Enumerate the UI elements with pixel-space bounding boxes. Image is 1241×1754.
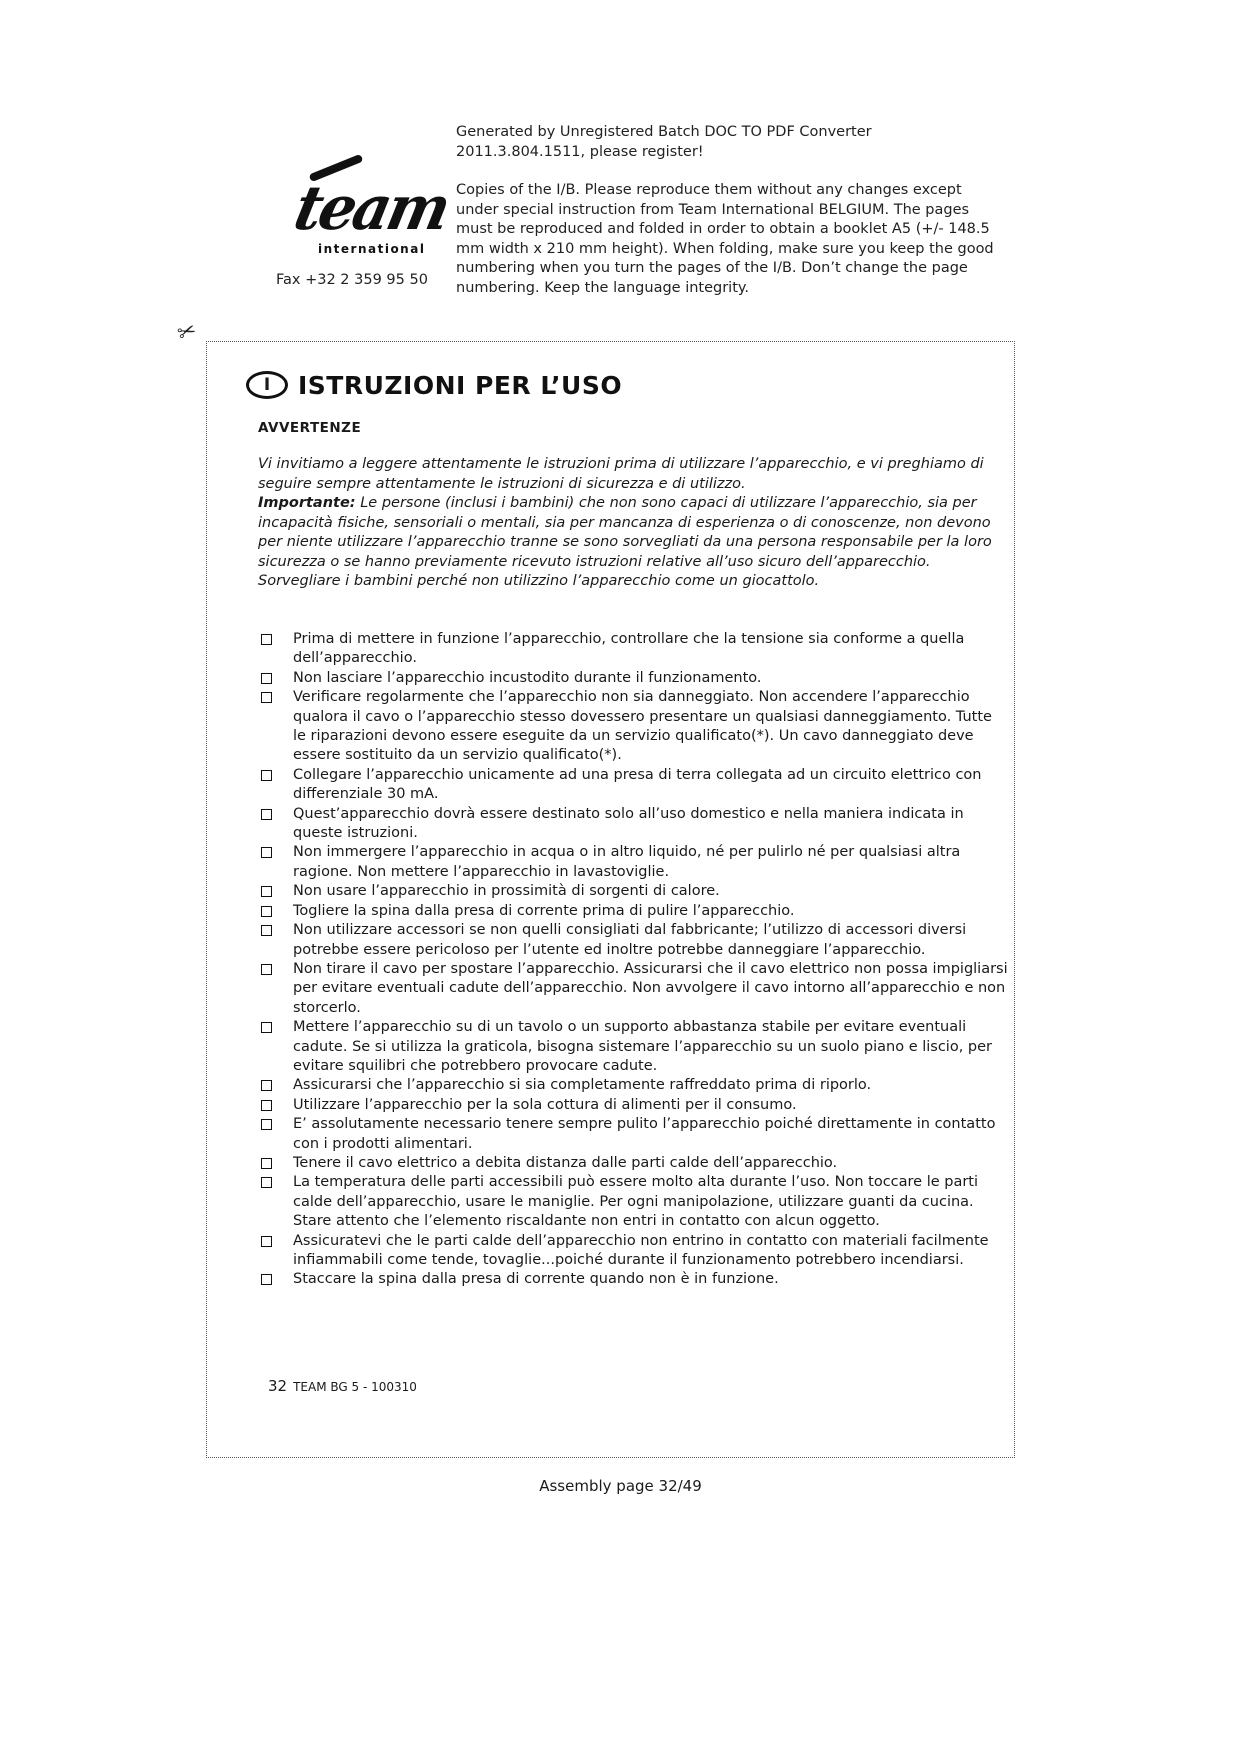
- logo-wordmark: team: [288, 172, 455, 244]
- checkbox-bullet-icon: [261, 1119, 272, 1130]
- warning-item: [258, 843, 1008, 882]
- checkbox-bullet-icon: [261, 925, 272, 936]
- warning-text: Togliere la spina dalla presa di corrente prima di pulire l’apparecchio.: [293, 902, 795, 919]
- important-text: Le persone (inclusi i bambini) che non sono capaci di utilizzare l’apparecchio, sia per incapacità fisiche, sensoriali o mentali, sia per mancanza di esperienza o di conoscenze, non devono per niente utilizzare l’apparecchio tranne se sono sorvegliati da una persona responsabile per la loro sicurezza o se hanno previamente ricevuto istruzioni relative all’uso sicuro dell’apparecchio.: [258, 495, 992, 570]
- warning-text: Non tirare il cavo per spostare l’apparecchio. Assicurarsi che il cavo elettrico non possa impigliarsi per evitare eventuali cadute dell’apparecchio. Non avvolgere il cavo intorno all’apparecchio e non storcerlo.: [293, 960, 1008, 1016]
- warning-text: Assicuratevi che le parti calde dell’apparecchio non entrino in contatto con materiali facilmente infiammabili come tende, tovaglie...poiché durante il funzionamento potrebbero incendiarsi.: [293, 1232, 989, 1268]
- checkbox-bullet-icon: [261, 692, 272, 703]
- team-logo: [268, 160, 455, 290]
- warning-item: [258, 1154, 1008, 1173]
- language-badge: I: [246, 371, 288, 399]
- fax-number: Fax +32 2 359 95 50: [276, 272, 428, 288]
- checkbox-bullet-icon: [261, 1158, 272, 1169]
- warning-text: Staccare la spina dalla presa di corrente quando non è in funzione.: [293, 1271, 779, 1288]
- checkbox-bullet-icon: [261, 1177, 272, 1188]
- converter-notice: [456, 123, 996, 317]
- model-code: TEAM BG 5 - 100310: [293, 1380, 417, 1394]
- generated-note: Generated by Unregistered Batch DOC TO PDF Converter 2011.3.804.1511, please register!: [456, 124, 872, 160]
- checkbox-bullet-icon: [261, 673, 272, 684]
- warning-item: [258, 1018, 1008, 1076]
- section-title: ISTRUZIONI PER L’USO: [298, 370, 623, 400]
- warning-text: Verificare regolarmente che l’apparecchio non sia danneggiato. Non accendere l’apparecchio qualora il cavo o l’apparecchio stesso dovessero presentare un qualsiasi danneggiamento. Tutte le riparazioni devono essere eseguite da un servizio qualificato(*). Un cavo danneggiato deve essere sostituito da un servizio qualificato(*).: [293, 689, 992, 764]
- warning-item: [258, 630, 1008, 669]
- intro-text: [258, 455, 998, 592]
- checkbox-bullet-icon: [261, 634, 272, 645]
- warning-text: Collegare l’apparecchio unicamente ad una presa di terra collegata ad un circuito elettrico con differenziale 30 mA.: [293, 766, 982, 803]
- warning-item: [258, 960, 1008, 1018]
- checkbox-bullet-icon: [261, 809, 272, 820]
- important-paragraph: [258, 494, 998, 572]
- assembly-page: Assembly page 32/49: [539, 1477, 702, 1495]
- checkbox-bullet-icon: [261, 1022, 272, 1033]
- warning-item: [258, 1173, 1008, 1231]
- page-number: 32: [268, 1377, 288, 1395]
- warning-item: [258, 1232, 1008, 1271]
- warning-text: Utilizzare l’apparecchio per la sola cottura di alimenti per il consumo.: [293, 1096, 797, 1113]
- warning-text: Non lasciare l’apparecchio incustodito durante il funzionamento.: [293, 669, 762, 686]
- warning-item: [258, 1076, 1008, 1095]
- checkbox-bullet-icon: [261, 1236, 272, 1247]
- warning-text: Tenere il cavo elettrico a debita distanza dalle parti calde dell’apparecchio.: [293, 1154, 838, 1171]
- warning-item: [258, 902, 1008, 921]
- section-heading: [246, 368, 622, 402]
- checkbox-bullet-icon: [261, 886, 272, 897]
- warning-text: Quest’apparecchio dovrà essere destinato solo all’uso domestico e nella maniera indicata in queste istruzioni.: [293, 805, 964, 842]
- logo-subtext: international: [318, 242, 426, 256]
- warning-item: [258, 882, 1008, 901]
- supervision-paragraph: Sorvegliare i bambini perché non utilizzino l’apparecchio come un giocattolo.: [258, 573, 820, 589]
- warning-text: Non usare l’apparecchio in prossimità di sorgenti di calore.: [293, 883, 720, 900]
- checkbox-bullet-icon: [261, 1100, 272, 1111]
- checkbox-bullet-icon: [261, 1080, 272, 1091]
- scissors-icon: ✂: [174, 317, 201, 348]
- warning-item: [258, 669, 1008, 688]
- warnings-list: [258, 630, 1008, 1290]
- warning-item: [258, 1115, 1008, 1154]
- warnings-subheading: AVVERTENZE: [258, 420, 362, 436]
- warning-item: [258, 1270, 1008, 1289]
- warning-item: [258, 1096, 1008, 1115]
- checkbox-bullet-icon: [261, 1274, 272, 1285]
- warning-text: Prima di mettere in funzione l’apparecchio, controllare che la tensione sia conforme a quella dell’apparecchio.: [293, 631, 965, 667]
- warning-text: Mettere l’apparecchio su di un tavolo o un supporto abbastanza stabile per evitare eventuali cadute. Se si utilizza la graticola, bisogna sistemare l’apparecchio su un suolo piano e liscio, per evitare squilibri che potrebbero provocare cadute.: [293, 1019, 993, 1074]
- checkbox-bullet-icon: [261, 847, 272, 858]
- checkbox-bullet-icon: [261, 770, 272, 781]
- checkbox-bullet-icon: [261, 964, 272, 975]
- intro-paragraph: Vi invitiamo a leggere attentamente le istruzioni prima di utilizzare l’apparecchio, e vi preghiamo di seguire sempre attentamente le istruzioni di sicurezza e di utilizzo.: [258, 456, 984, 492]
- warning-text: Assicurarsi che l’apparecchio si sia completamente raffreddato prima di riporlo.: [293, 1077, 872, 1094]
- page-footer: [268, 1377, 417, 1395]
- checkbox-bullet-icon: [261, 906, 272, 917]
- warning-item: [258, 921, 1008, 960]
- warning-text: E’ assolutamente necessario tenere sempre pulito l’apparecchio poiché direttamente in contatto con i prodotti alimentari.: [293, 1116, 996, 1152]
- warning-item: [258, 766, 1008, 805]
- warning-item: [258, 688, 1008, 766]
- warning-text: Non immergere l’apparecchio in acqua o in altro liquido, né per pulirlo né per qualsiasi altra ragione. Non mettere l’apparecchio in lavastoviglie.: [293, 844, 961, 880]
- important-label: Importante:: [258, 495, 356, 511]
- warning-text: La temperatura delle parti accessibili può essere molto alta durante l’uso. Non toccare le parti calde dell’apparecchio, usare le maniglie. Per ogni manipolazione, utilizzare guanti da cucina. Stare attento che l’elemento riscaldante non entri in contatto con alcun oggetto.: [293, 1174, 979, 1230]
- instructions-note: Copies of the I/B. Please reproduce them without any changes except under special instruction from Team International BELGIUM. The pages must be reproduced and folded in order to obtain a booklet A5 (+/- 148.5 mm width x 210 mm height). When folding, make sure you keep the good numbering when you turn the pages of the I/B. Don’t change the page numbering. Keep the language integrity.: [456, 182, 994, 296]
- warning-text: Non utilizzare accessori se non quelli consigliati dal fabbricante; l’utilizzo di accessori diversi potrebbe essere pericoloso per l’utente ed inoltre potrebbe danneggiare l’apparecchio.: [293, 922, 967, 958]
- warning-item: [258, 805, 1008, 844]
